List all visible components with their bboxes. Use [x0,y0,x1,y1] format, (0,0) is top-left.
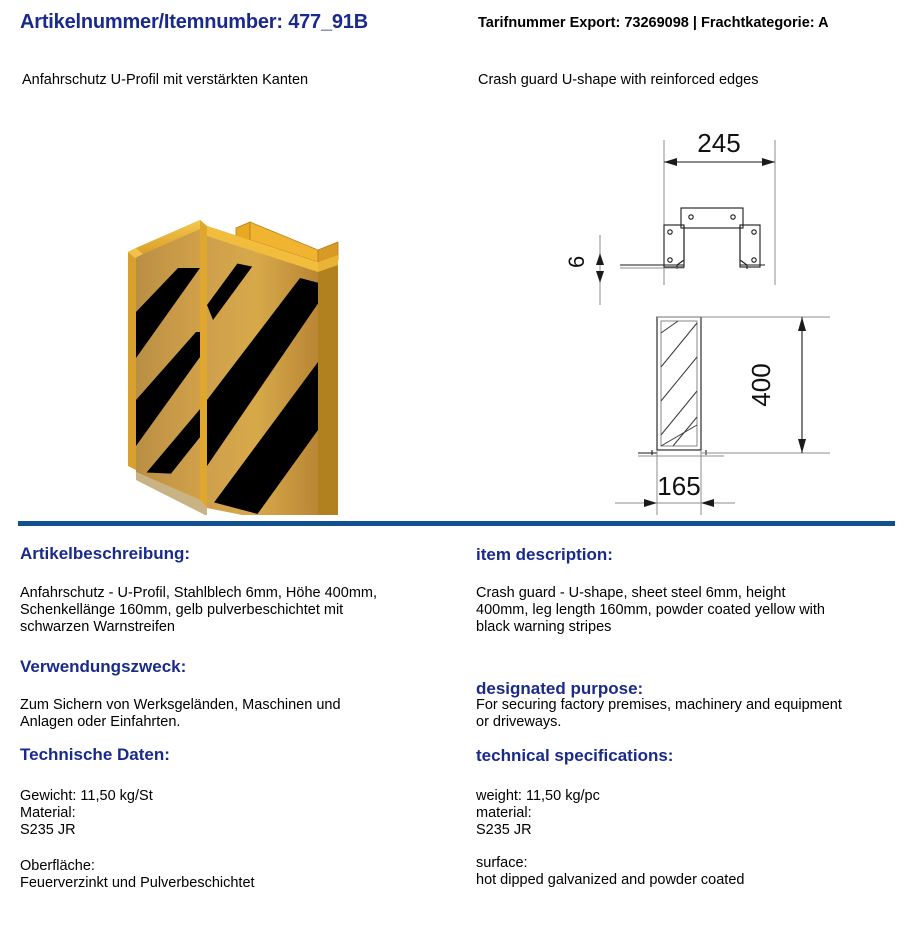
en-technical-line-2: material: [476,805,532,822]
crash-guard-illustration [0,100,460,515]
plan-hole-6 [752,258,756,262]
plan-back-plate [681,208,743,228]
dim-label-400: 400 [746,363,776,407]
de-description-line-1: Anfahrschutz - U-Profil, Stahlblech 6mm, Höhe 400mm, [20,585,377,601]
de-description-line-2: Schenkellänge 160mm, gelb pulverbeschichtet mit [20,602,344,619]
de-purpose-heading: Verwendungszweck: [20,657,187,676]
plan-hole-1 [689,215,693,219]
en-purpose-body [476,697,900,731]
tariff-category-text: Tarifnummer Export: 73269098 | Frachtkategorie: A [478,15,829,31]
en-description-line-1: Crash guard - U-shape, sheet steel 6mm, height [476,585,786,601]
plan-left-leg [664,225,684,267]
plan-hole-4 [668,258,672,262]
en-technical-body [476,788,900,839]
de-description-line-3: schwarzen Warnstreifen [20,619,175,636]
de-purpose-section [20,658,460,677]
plan-hole-5 [752,230,756,234]
de-description-body [20,585,460,636]
de-description-heading: Artikelbeschreibung: [20,544,191,563]
dimension-drawing [560,105,907,515]
de-purpose-line-1: Zum Sichern von Werksgeländen, Maschinen und [20,697,341,713]
de-surface-line-2: Feuerverzinkt und Pulverbeschichtet [20,875,255,892]
en-description-heading: item description: [476,545,613,564]
en-surface-body [476,855,900,889]
right-lip [318,255,338,515]
en-surface-line-2: hot dipped galvanized and powder coated [476,872,745,889]
plan-right-leg [740,225,760,267]
section-hatching [661,321,697,446]
en-purpose-line-2: or driveways. [476,714,562,731]
dim-label-245: 245 [697,128,741,158]
de-technical-section [20,746,460,765]
section-divider [18,521,895,526]
section-body [657,317,701,450]
de-technical-body [20,788,460,839]
dim-label-165: 165 [657,471,701,501]
de-technical-line-3: S235 JR [20,822,76,839]
en-description-line-3: black warning stripes [476,619,612,636]
en-description-body [476,585,900,636]
de-surface-line-1: Oberfläche: [20,858,95,874]
de-purpose-line-2: Anlagen oder Einfahrten. [20,714,181,731]
en-purpose-heading: designated purpose: [476,679,644,698]
en-technical-heading: technical specifications: [476,746,674,765]
subtitle-english: Crash guard U-shape with reinforced edges [478,72,759,88]
en-description-section [476,546,900,565]
en-technical-section [476,747,900,766]
subtitle-german: Anfahrschutz U-Profil mit verstärkten Kanten [22,72,309,88]
plan-hole-2 [731,215,735,219]
de-purpose-body [20,697,460,731]
de-technical-heading: Technische Daten: [20,745,170,764]
de-technical-line-2: Material: [20,805,76,822]
en-purpose-line-1: For securing factory premises, machinery and equipment [476,697,842,713]
de-surface-body [20,858,460,892]
en-technical-line-3: S235 JR [476,822,532,839]
section-inner [661,321,697,446]
de-technical-line-1: Gewicht: 11,50 kg/St [20,788,153,804]
en-purpose-section [476,680,900,699]
plan-hole-3 [668,230,672,234]
left-wing-lip [128,248,136,470]
dim-label-6: 6 [564,255,589,268]
item-number-title: Artikelnummer/Itemnumber: 477_91B [20,11,368,33]
technical-drawing [560,105,907,515]
en-description-line-2: 400mm, leg length 160mm, powder coated yellow with [476,602,825,619]
corner-bend [200,220,207,508]
en-technical-line-1: weight: 11,50 kg/pc [476,788,600,804]
product-render [0,100,460,515]
de-description-section [20,545,460,564]
en-surface-line-1: surface: [476,855,528,871]
